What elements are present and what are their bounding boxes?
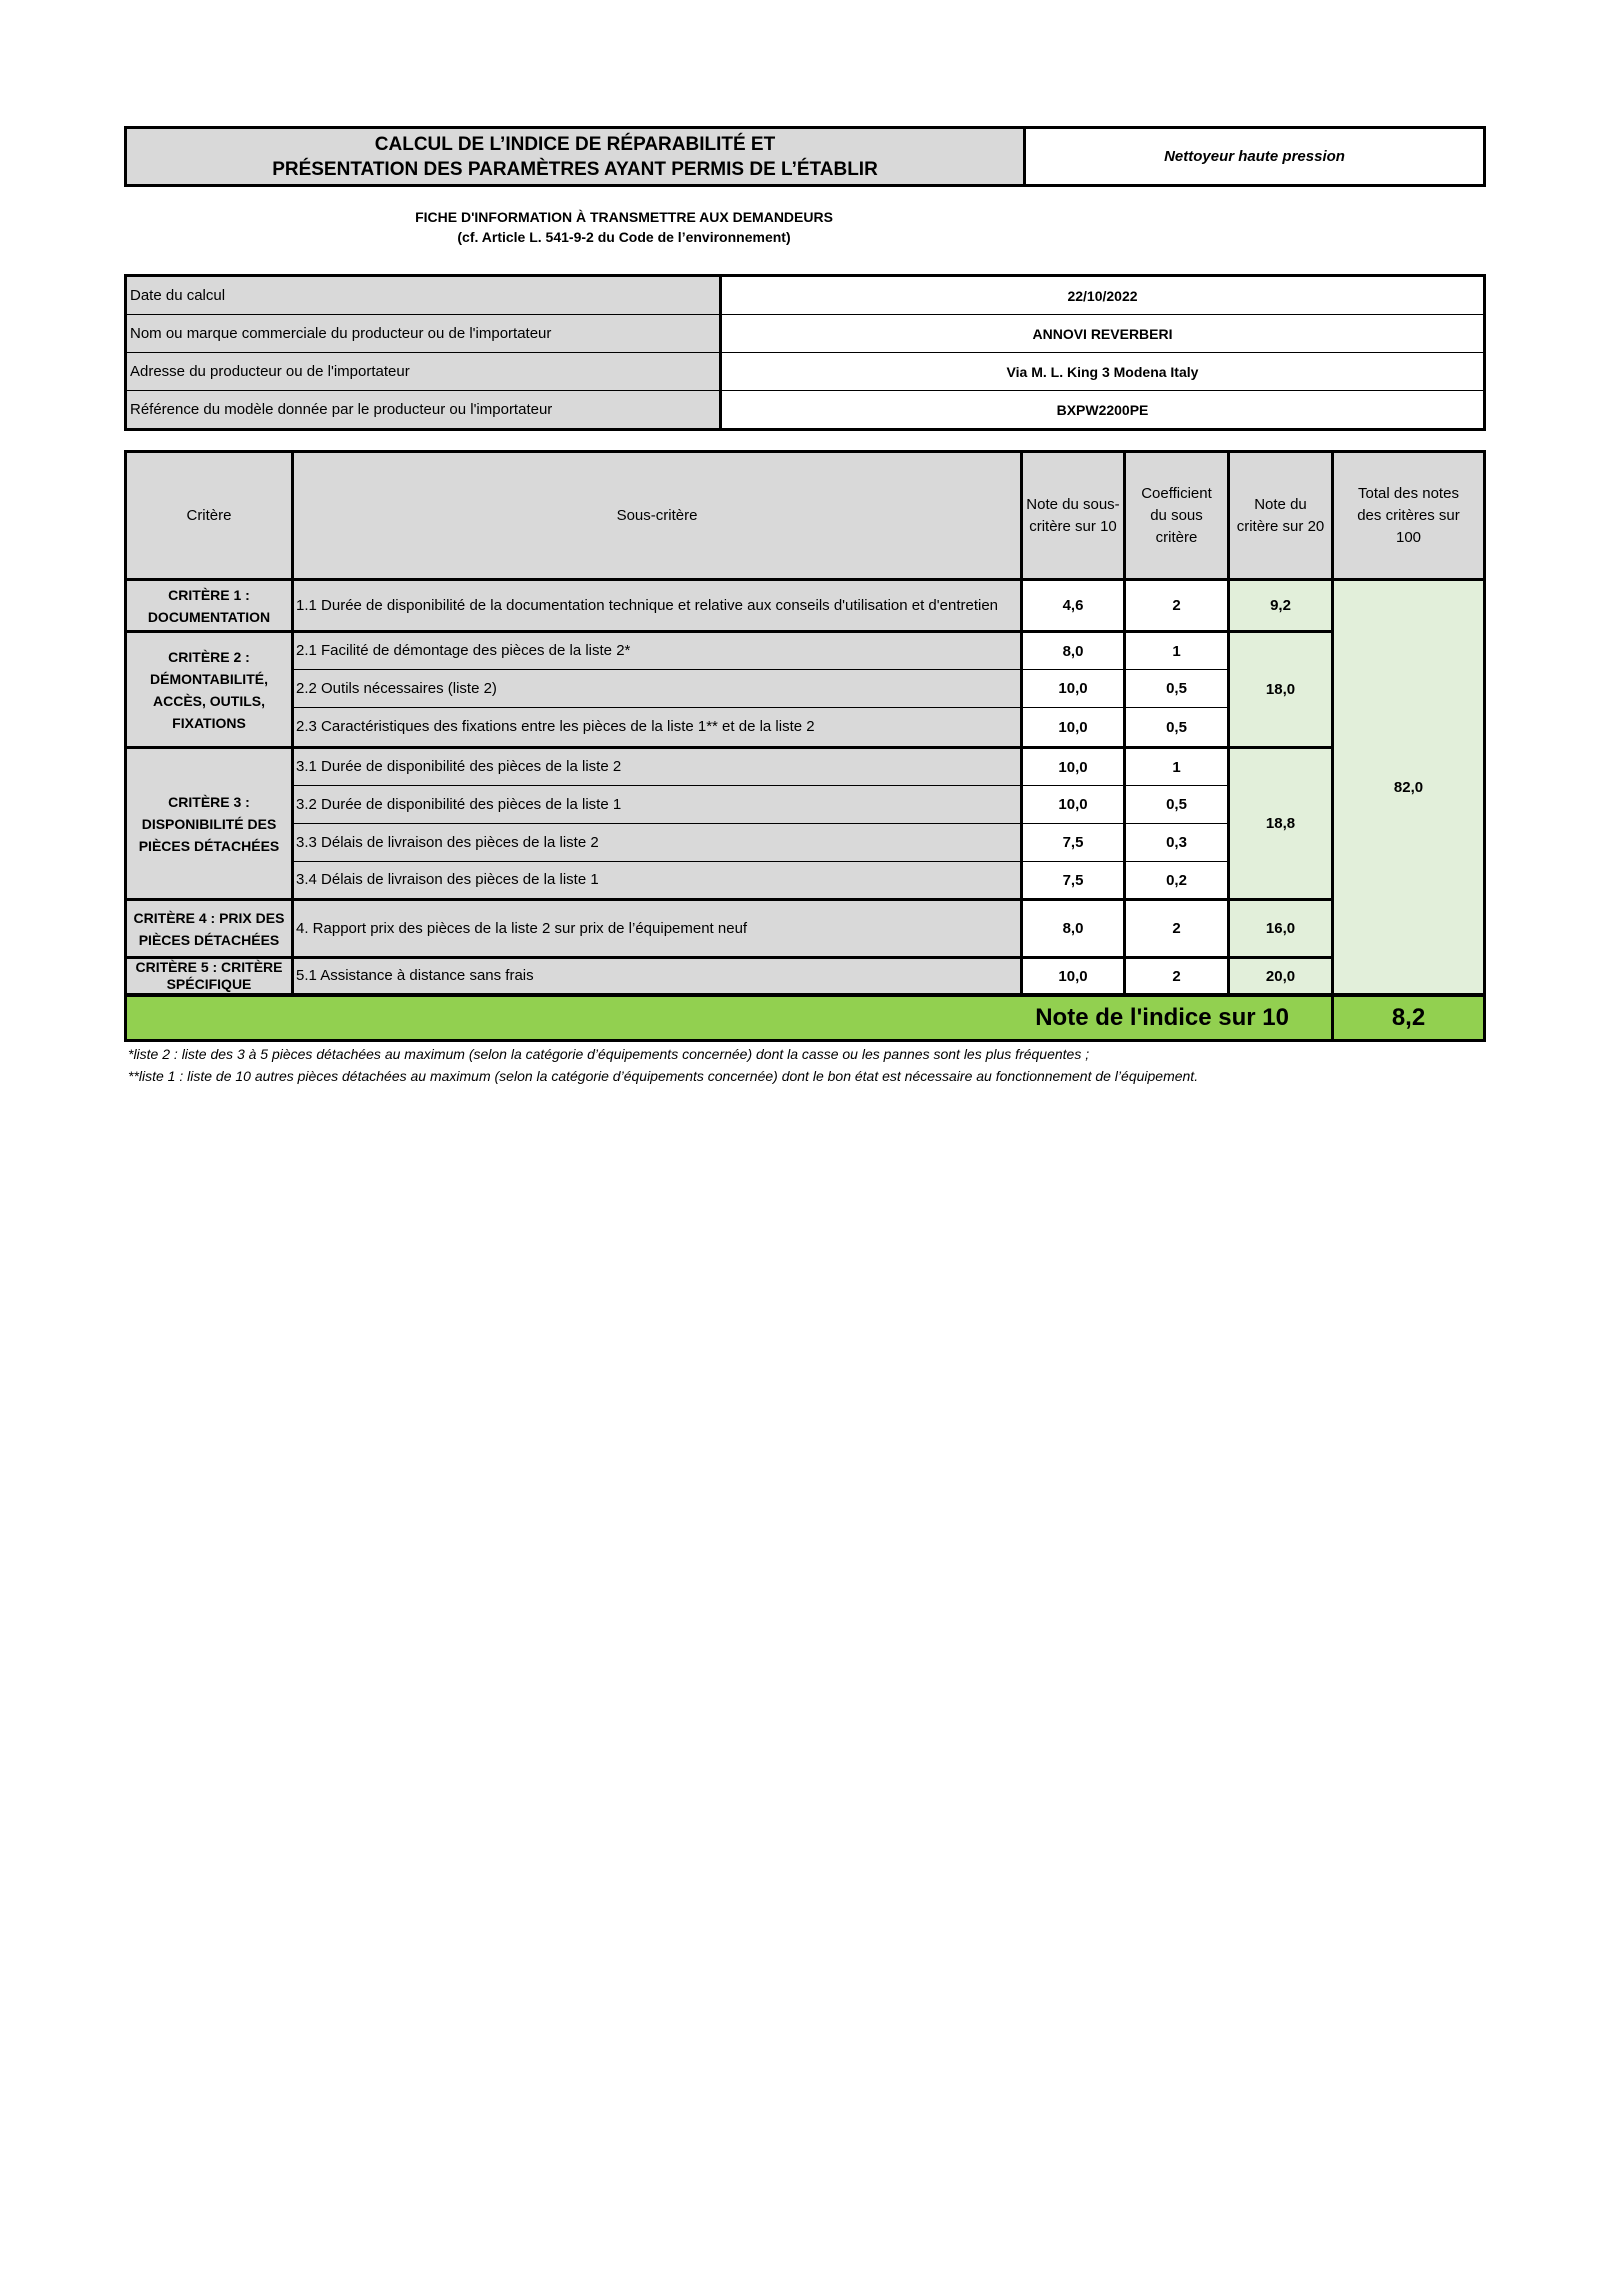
subcriterion-note: 10,0	[1023, 959, 1126, 994]
footnote-2: **liste 1 : liste de 10 autres pièces détachées au maximum (selon la catégorie d’équipements concernée) dont le bon état est nécessaire au fonctionnement de l’équipement.	[128, 1068, 1199, 1084]
subcriterion-note: 10,0	[1023, 786, 1126, 824]
subcriterion-note: 4,6	[1023, 581, 1126, 633]
subtitle	[124, 207, 1124, 247]
subcriterion-note: 8,0	[1023, 633, 1126, 670]
subcriterion-label: 1.1 Durée de disponibilité de la documentation technique et relative aux conseils d'utilisation et d'entretien	[294, 581, 1023, 633]
subtitle-line-1: FICHE D'INFORMATION À TRANSMETTRE AUX DEMANDEURS	[415, 209, 833, 225]
criterion-4-note: 16,0	[1230, 901, 1334, 959]
subcriterion-label: 2.2 Outils nécessaires (liste 2)	[294, 670, 1023, 708]
criterion-3-label: CRITÈRE 3 : DISPONIBILITÉ DES PIÈCES DÉTACHÉES	[127, 749, 294, 901]
header-sous-critere: Sous-critère	[294, 453, 1023, 581]
info-label: Nom ou marque commerciale du producteur ou de l'importateur	[127, 315, 722, 352]
info-row-reference	[127, 391, 1483, 428]
subcriterion-label: 3.1 Durée de disponibilité des pièces de la liste 2	[294, 749, 1023, 786]
subtitle-line-2: (cf. Article L. 541-9-2 du Code de l’environnement)	[457, 229, 791, 245]
subcriterion-note: 7,5	[1023, 824, 1126, 862]
final-label: Note de l'indice sur 10	[127, 994, 1334, 1039]
info-value: BXPW2200PE	[1056, 401, 1149, 418]
subcriterion-note: 7,5	[1023, 862, 1126, 901]
header-critere: Critère	[127, 453, 294, 581]
subcriterion-coef: 0,5	[1126, 786, 1230, 824]
info-value: 22/10/2022	[1067, 287, 1138, 304]
subcriterion-coef: 0,2	[1126, 862, 1230, 901]
criterion-4-label: CRITÈRE 4 : PRIX DES PIÈCES DÉTACHÉES	[127, 901, 294, 959]
subcriterion-coef: 2	[1126, 581, 1230, 633]
info-row-date	[127, 277, 1483, 315]
subcriterion-coef: 0,5	[1126, 670, 1230, 708]
criterion-2-label: CRITÈRE 2 : DÉMONTABILITÉ, ACCÈS, OUTILS, FIXATIONS	[127, 633, 294, 749]
info-label: Adresse du producteur ou de l'importateur	[127, 353, 722, 390]
subcriterion-label: 4. Rapport prix des pièces de la liste 2 sur prix de l’équipement neuf	[294, 901, 1023, 959]
info-table	[124, 274, 1486, 431]
subcriterion-label: 5.1 Assistance à distance sans frais	[294, 959, 1023, 994]
subcriterion-label: 3.3 Délais de livraison des pièces de la liste 2	[294, 824, 1023, 862]
subcriterion-label: 3.4 Délais de livraison des pièces de la liste 1	[294, 862, 1023, 901]
subcriterion-coef: 2	[1126, 901, 1230, 959]
criterion-2-note: 18,0	[1230, 633, 1334, 749]
subcriterion-coef: 0,3	[1126, 824, 1230, 862]
title-line-2: PRÉSENTATION DES PARAMÈTRES AYANT PERMIS DE L’ÉTABLIR	[272, 158, 878, 180]
subcriterion-note: 8,0	[1023, 901, 1126, 959]
final-score: 8,2	[1334, 994, 1483, 1039]
document-title	[127, 129, 1026, 184]
subcriterion-label: 3.2 Durée de disponibilité des pièces de la liste 1	[294, 786, 1023, 824]
criterion-5-note: 20,0	[1230, 959, 1334, 994]
footnote-1: *liste 2 : liste des 3 à 5 pièces détachées au maximum (selon la catégorie d’équipements concernée) dont la casse ou les pannes sont les plus fréquentes ;	[128, 1046, 1090, 1062]
footnotes	[128, 1043, 1488, 1087]
subcriterion-coef: 1	[1126, 749, 1230, 786]
info-row-address	[127, 353, 1483, 391]
subcriterion-coef: 1	[1126, 633, 1230, 670]
info-label: Date du calcul	[127, 277, 722, 314]
criterion-1-note: 9,2	[1230, 581, 1334, 633]
header-note-critere: Note du critère sur 20	[1230, 453, 1334, 581]
subcriterion-note: 10,0	[1023, 708, 1126, 749]
subcriterion-coef: 2	[1126, 959, 1230, 994]
info-value: Via M. L. King 3 Modena Italy	[1006, 363, 1199, 380]
title-line-1: CALCUL DE L’INDICE DE RÉPARABILITÉ ET	[374, 133, 776, 155]
header-note-sous-critere: Note du sous-critère sur 10	[1023, 453, 1126, 581]
subcriterion-label: 2.3 Caractéristiques des fixations entre les pièces de la liste 1** et de la liste 2	[294, 708, 1023, 749]
subcriterion-note: 10,0	[1023, 670, 1126, 708]
info-label: Référence du modèle donnée par le producteur ou l'importateur	[127, 391, 722, 428]
subcriterion-label: 2.1 Facilité de démontage des pièces de la liste 2*	[294, 633, 1023, 670]
info-row-brand	[127, 315, 1483, 353]
header-block	[124, 126, 1486, 187]
score-table	[124, 450, 1486, 1042]
product-type: Nettoyeur haute pression	[1164, 148, 1345, 165]
info-value: ANNOVI REVERBERI	[1032, 325, 1173, 342]
criterion-3-note: 18,8	[1230, 749, 1334, 901]
subcriterion-coef: 0,5	[1126, 708, 1230, 749]
header-total: Total des notes des critères sur 100	[1334, 453, 1483, 581]
subcriterion-note: 10,0	[1023, 749, 1126, 786]
criterion-5-label: CRITÈRE 5 : CRITÈRE SPÉCIFIQUE	[127, 959, 294, 994]
header-coefficient: Coefficient du sous critère	[1126, 453, 1230, 581]
criterion-1-label: CRITÈRE 1 : DOCUMENTATION	[127, 581, 294, 633]
total-score: 82,0	[1334, 581, 1483, 994]
